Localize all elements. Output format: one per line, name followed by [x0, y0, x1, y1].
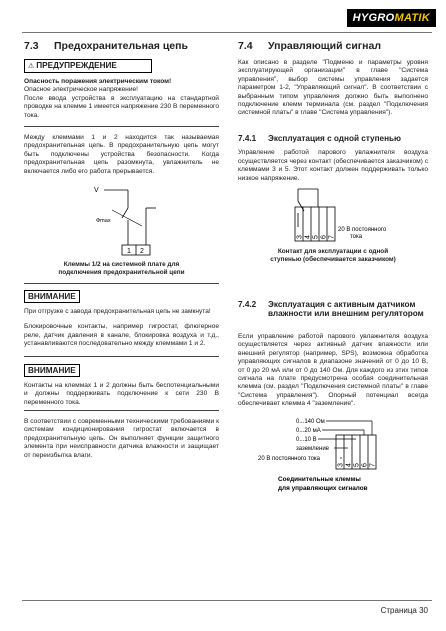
figure-caption-line-1: Соединительные клеммы	[278, 475, 361, 483]
supply-label-2: тока	[350, 233, 363, 240]
safety-chain-diagram	[24, 182, 219, 258]
footer-rule	[22, 600, 432, 601]
divider	[24, 126, 219, 127]
figure-caption-line-2: для управляющих сигналов	[278, 484, 368, 492]
terminal-3-label: 3	[337, 462, 345, 467]
terminal-7-label: 7	[328, 235, 336, 239]
voltage-label: V	[94, 187, 99, 195]
terminal-1-label: 1	[127, 248, 131, 256]
right-column	[238, 40, 428, 495]
page-number: Страница 30	[380, 606, 428, 615]
active-sensor-paragraph: Если управление работой парового увлажнителя воздуха осуществляется через активный датчик влажности или внешний регулятор (например, SPS), возможна обработка управляющих сигналов в диапазоне значений от 0 до 10 В, от 0 до 20 мА или от 0 до 140 Ом. Для каждого из этих типов сигнала на плате предусмотрена особая соединительная клемма (см. раздел "Подключения системной платы" в главе "Система управления"). Опорный потенциал всегда обеспечивает клемма 4 "заземление".	[238, 332, 428, 408]
blocking-contacts-paragraph: Блокировочные контакты, например гигростат, флюгерное реле, датчик давления в канале, блокировка воздуха и т.д., устанавливаются последовательно между клеммами 1 и 2.	[24, 323, 219, 348]
signal-label-supply: 20 В постоянного тока	[258, 455, 320, 462]
figure-caption: Контакт для эксплуатации с одной ступенью (обеспечивается заказчиком)	[270, 247, 396, 263]
phimax-label: Фmax	[96, 218, 111, 225]
warning-text-1: Опасное электрическое напряжение!	[24, 86, 139, 94]
terminal-5-label: 5	[312, 235, 320, 239]
control-signal-paragraph: Как описано в разделе "Подменю и параметры уровня эксплуатирующей организации" в главе "Система управления", выбор системы управления задается параметром 1-2, "Управляющий сигнал". В соответствии с выбранным типом управления должно быть выполнено подключение клемм терминала (см. раздел "Подключения системной платы" в главе "Система управления").	[238, 59, 428, 117]
signal-label-volt: 0...10 В	[296, 436, 317, 443]
subsection-heading-7-4-2: 7.4.2 Эксплуатация с активным датчиком влажности или внешним регулятором	[238, 299, 424, 319]
left-column	[24, 40, 219, 460]
warning-icon: ⚠	[28, 63, 35, 70]
terminal-6-label: 6	[361, 462, 369, 467]
hygromatik-logo: HYGROMATIK	[347, 9, 436, 27]
control-signal-terminals-diagram	[238, 415, 428, 495]
single-stage-paragraph: Управление работой парового увлажнителя воздуха осуществляется через контакт (обеспечивается заказчиком) с клеммами 3 и 5. Этот контакт должен поддерживать только низкое напряжение.	[238, 149, 428, 182]
attention-text-1: При отгрузке с завода предохранительная цепь не замкнута!	[24, 308, 211, 316]
subsection-heading-7-4-1: 7.4.1 Эксплуатация с одной ступенью	[238, 133, 402, 143]
attention-text-2: Контакты на клеммах 1 и 2 должны быть беспотенциальными и должны поддерживать подключение к сети 230 В переменного тока.	[24, 381, 219, 406]
terminal-7-label: 7	[369, 462, 377, 467]
header-rule	[22, 32, 432, 33]
figure-caption: Клеммы 1/2 на системной плате для подключения предохранительной цепи	[58, 261, 185, 277]
warning-bold-text: Опасность поражения электрическим током!	[24, 78, 172, 85]
signal-label-ma: 0...20 мА	[296, 427, 321, 434]
supply-label-1: 20 В постоянного	[338, 226, 387, 233]
terminal-4-label: 4	[345, 462, 353, 467]
signal-label-ohm: 0...140 Ом	[296, 418, 325, 425]
attention-box-2: ВНИМАНИЕ	[24, 364, 80, 377]
terminal-3-label: 3	[296, 235, 304, 239]
divider	[24, 283, 219, 284]
terminal-6-label: 6	[320, 235, 328, 239]
signal-label-ground: заземление	[296, 445, 330, 452]
hygrostat-paragraph: В соответствии с современными техническими требованиями к системам кондиционирования гигростат включается в предохранительную цепь. Он выполняет функции защитного элемента при неисправности датчика влажности и защищает от переизбытка влаги.	[24, 417, 219, 459]
section-heading-7-3: 7.3 Предохранительная цепь	[24, 40, 188, 52]
terminal-2-label: 2	[140, 248, 144, 256]
warning-box: ⚠ ПРЕДУПРЕЖДЕНИЕ	[24, 59, 152, 73]
terminal-4-label: 4	[304, 235, 312, 239]
divider	[24, 410, 219, 411]
terminal-5-label: 5	[353, 462, 361, 467]
attention-box-1: ВНИМАНИЕ	[24, 290, 80, 303]
single-stage-diagram	[238, 187, 428, 245]
section-heading-7-4: 7.4 Управляющий сигнал	[238, 40, 382, 52]
divider	[24, 356, 219, 357]
safety-chain-paragraph: Между клеммами 1 и 2 находится так называемая предохранительная цепь. В предохранительную цепь могут быть подключены устройства безопасности. Когда предохранительная цепь разомкнута, увлажнитель не включается либо его работа прерывается.	[24, 134, 219, 175]
warning-text-2: После ввода устройства в эксплуатацию на стандартной проводке на клемме 1 имеется напряжение 230 В переменного тока.	[24, 94, 219, 119]
